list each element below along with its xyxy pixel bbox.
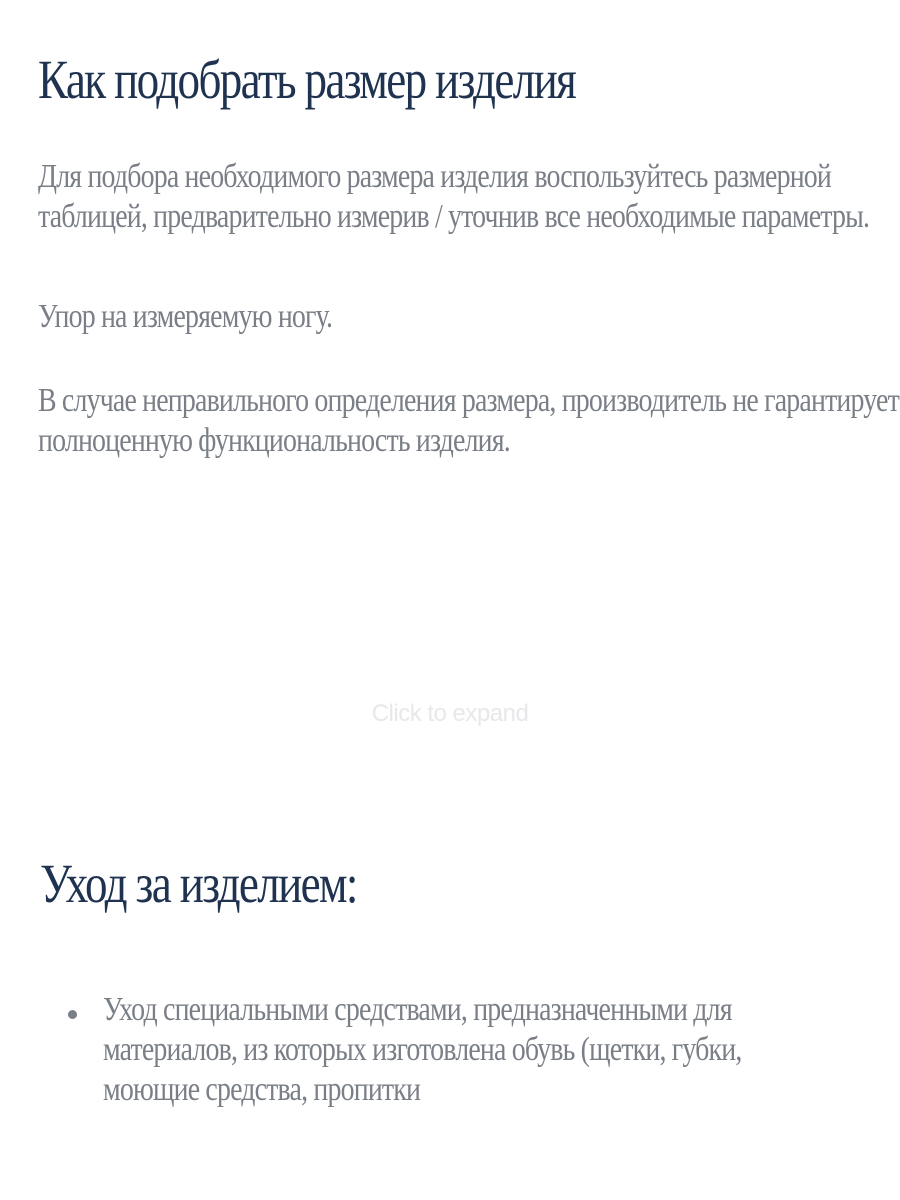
care-list	[68, 990, 900, 1110]
care-title: Уход за изделием:	[40, 853, 357, 914]
care-list-item	[68, 990, 900, 1110]
size-guide-paragraph-1: Для подбора необходимого размера изделия воспользуйтесь размерной таблицей, предварительно измерив / уточнив все необходимые параметры.	[38, 158, 870, 235]
click-to-expand-hint[interactable]: Click to expand	[371, 700, 529, 727]
bullet-dot-icon	[68, 1010, 77, 1019]
size-guide-paragraph-3: В случае неправильного определения размера, производитель не гарантирует полноценную функциональность изделия.	[38, 382, 899, 459]
care-list-item-text: Уход специальными средствами, предназначенными для материалов, из которых изготовлена обувь (щетки, губки, моющие средства, пропитки	[103, 991, 742, 1108]
size-guide-title: Как подобрать размер изделия	[38, 49, 576, 110]
size-guide-paragraph-2: Упор на измеряемую ногу.	[38, 298, 333, 335]
